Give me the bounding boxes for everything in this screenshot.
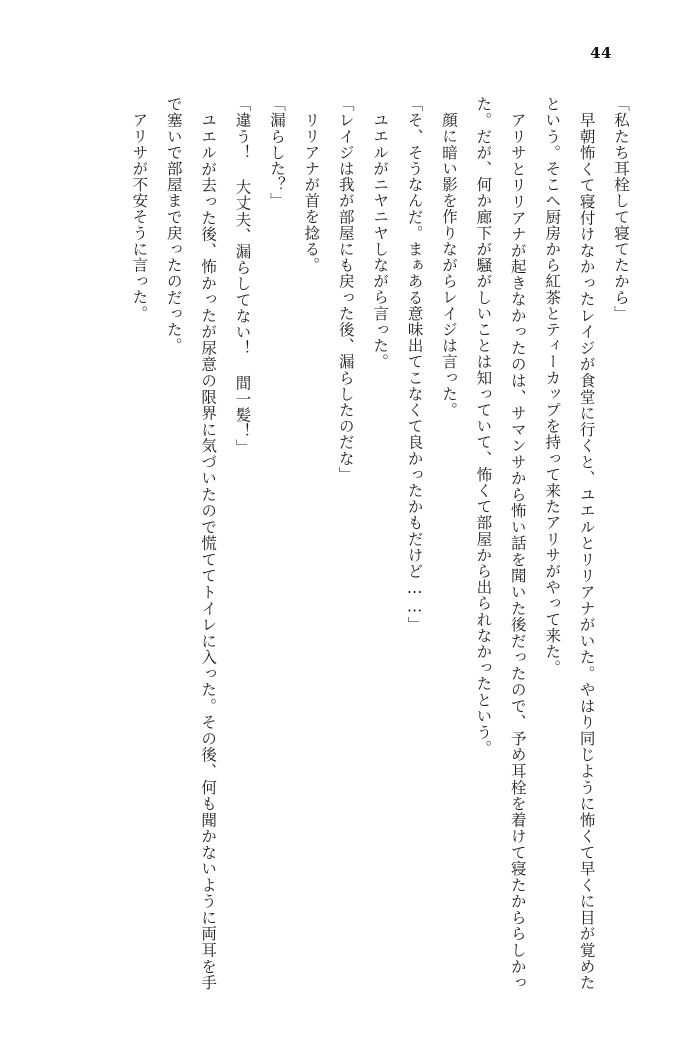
paragraph: アリサが不安そうに言った。	[130, 111, 149, 321]
paragraph: 「漏らした？」	[267, 96, 286, 209]
paragraph: 早朝怖くて寝付けなかったレイジが食堂に行くと、ユエルとリリアナがいた。やはり同じように怖くて早くに目が覚めたという。そこへ厨房から紅茶とティーカップを持って来たアリサがやって来た。	[543, 96, 596, 990]
paragraph: ユエルが去った後、怖かったが尿意の限界に気づいたので慌ててトイレに入った。その後、何も聞かないように両耳を手で塞いで部屋まで戻ったのだった。	[164, 96, 218, 990]
paragraph: リリアナが首を捻る。	[302, 111, 321, 273]
paragraph: 「そ、そうなんだ。まぁある意味出てこなくて良かったかもだけど……」	[405, 96, 424, 633]
paragraph: アリサとリリアナが起きなかったのは、サマンサから怖い話を聞いた後だったので、予め耳栓を着けて寝たかららしかった。だが、何か廊下が騒がしいことは知っていて、怖くて部屋から出られなかったという。	[474, 96, 527, 990]
page-text-body	[62, 96, 638, 990]
paragraph: 顔に暗い影を作りながらレイジは言った。	[439, 111, 458, 418]
paragraph: 「レイジは我が部屋にも戻った後、漏らしたのだな」	[336, 96, 355, 483]
paragraph: 「違う！ 大丈夫、漏らしてない！ 間一髪！」	[233, 96, 252, 456]
paragraph: 「私たち耳栓して寝てたから」	[612, 96, 630, 322]
paragraph: ユエルがニヤニヤしながら言った。	[371, 111, 390, 370]
page-number: 44	[590, 44, 612, 62]
